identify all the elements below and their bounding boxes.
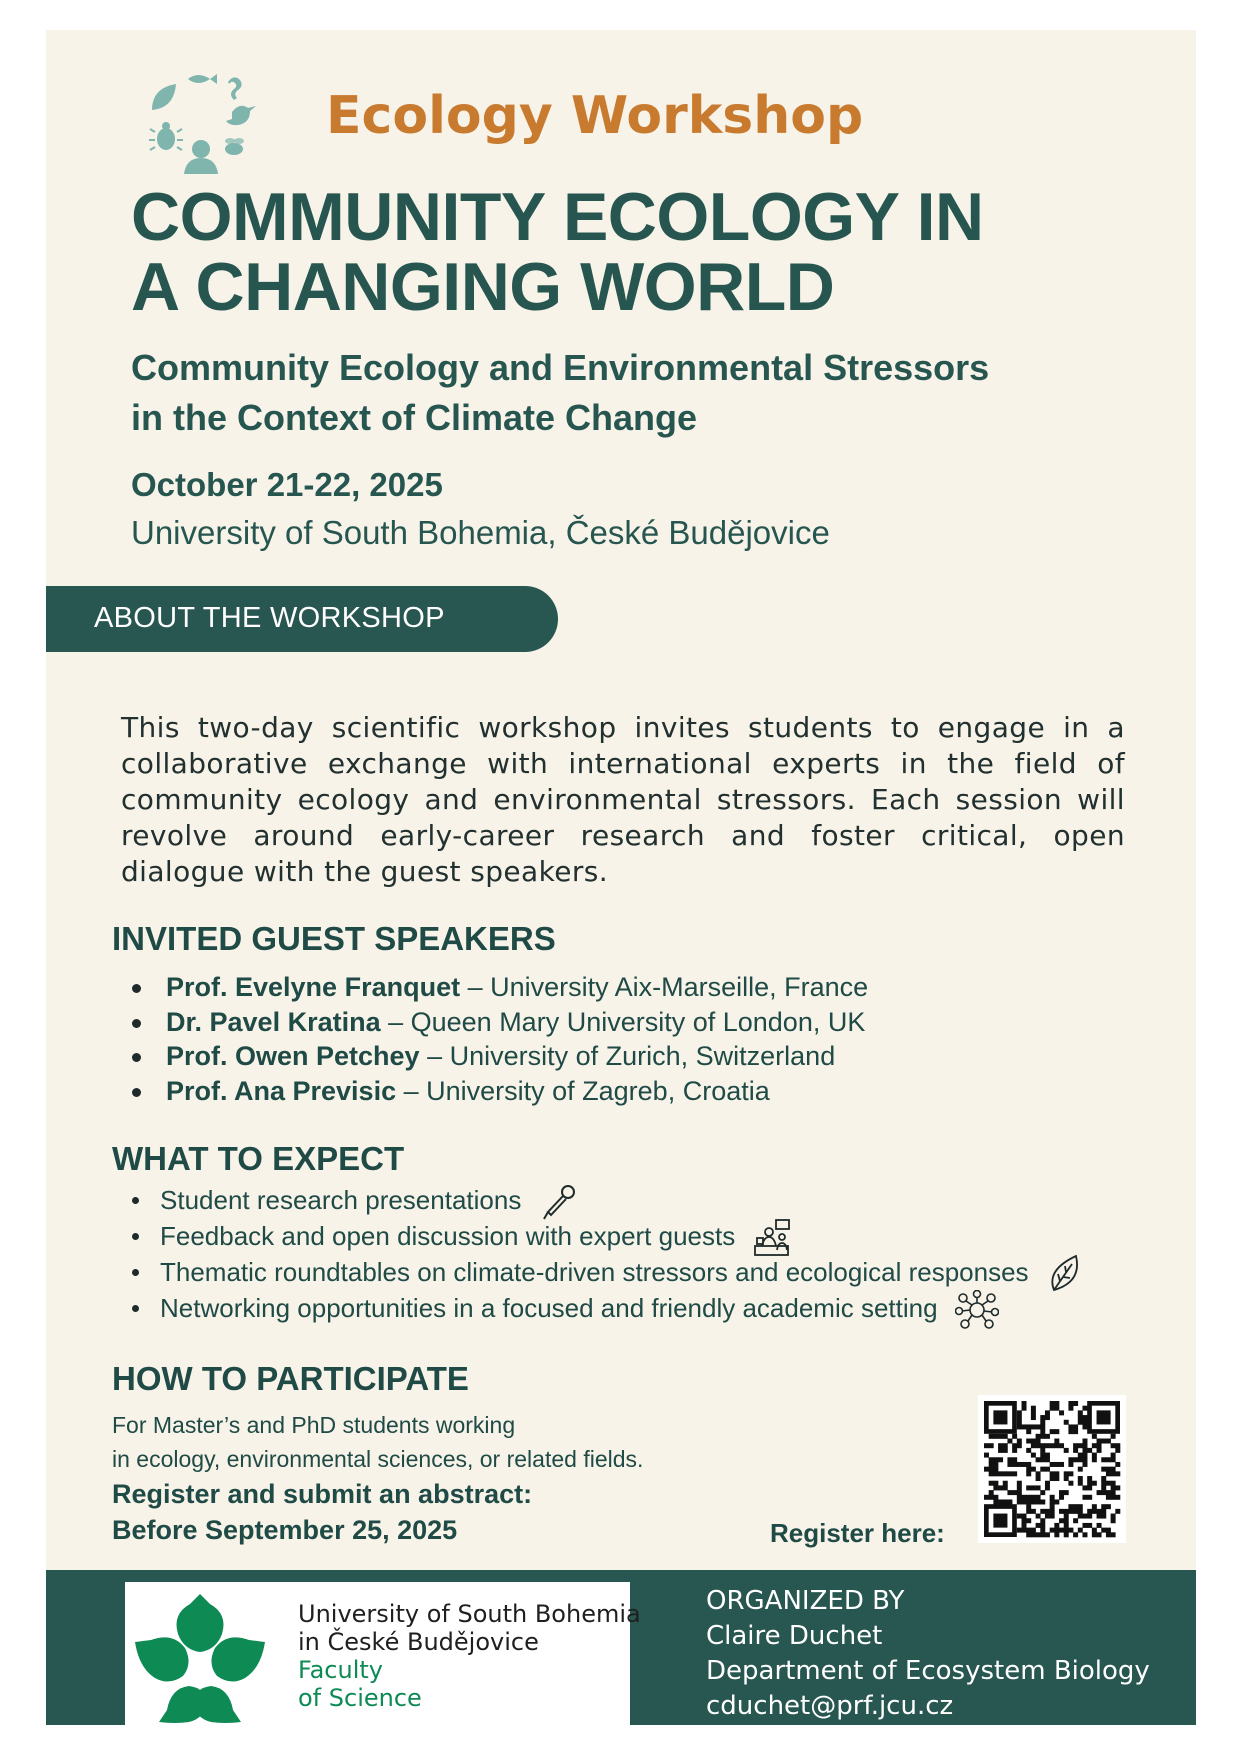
speaker-item (126, 1074, 868, 1109)
poster (46, 30, 1196, 1725)
speaker-affiliation: – University of Zagreb, Croatia (396, 1075, 770, 1106)
expect-list (126, 1182, 1080, 1326)
about-heading: ABOUT THE WORKSHOP (94, 602, 445, 634)
organizer-name: Claire Duchet (706, 1621, 883, 1651)
registration-deadline (112, 1476, 532, 1548)
university-name-line: in České Budějovice (298, 1628, 539, 1656)
workshop-label: Ecology Workshop (326, 86, 864, 146)
speaker-affiliation: – Queen Mary University of London, UK (380, 1006, 866, 1037)
main-title (131, 179, 984, 325)
discussion-icon (752, 1218, 792, 1258)
subtitle-line: Community Ecology and Environmental Stressors (131, 347, 990, 388)
speaker-item (126, 1039, 868, 1074)
subtitle-line: in the Context of Climate Change (131, 397, 698, 438)
expect-item (126, 1290, 1080, 1326)
university-name (298, 1600, 641, 1712)
main-title-line: COMMUNITY ECOLOGY IN (131, 179, 984, 255)
university-name-line: University of South Bohemia (298, 1600, 641, 1628)
speaker-item (126, 1005, 868, 1040)
organizer-department: Department of Ecosystem Biology (706, 1656, 1150, 1686)
faculty-name-line: Faculty (298, 1656, 383, 1684)
microphone-icon (539, 1182, 579, 1222)
speaker-affiliation: – University Aix-Marseille, France (460, 972, 869, 1002)
eligibility-line: For Master’s and PhD students working (112, 1412, 516, 1438)
ecology-wildlife-circle-icon (146, 52, 271, 177)
speaker-item (126, 970, 868, 1005)
organizer-email[interactable]: cduchet@prf.jcu.cz (706, 1691, 954, 1721)
qr-code-icon[interactable] (978, 1395, 1126, 1543)
subtitle (131, 343, 989, 443)
speaker-name: Prof. Evelyne Franquet (166, 972, 461, 1002)
about-banner (46, 586, 558, 652)
speaker-name: Prof. Owen Petchey (166, 1041, 420, 1071)
expect-item-text: Feedback and open discussion with expert guests (160, 1221, 736, 1251)
registration-line: Register and submit an abstract: (112, 1479, 533, 1509)
expect-item (126, 1182, 1080, 1218)
speakers-list (126, 970, 868, 1108)
register-here-label: Register here: (770, 1518, 945, 1548)
event-venue: University of South Bohemia, České Budějovice (131, 514, 830, 551)
event-date: October 21-22, 2025 (131, 466, 443, 503)
expect-heading: WHAT TO EXPECT (112, 1140, 405, 1177)
eligibility-line: in ecology, environmental sciences, or related fields. (112, 1446, 644, 1472)
speaker-name: Dr. Pavel Kratina (166, 1006, 381, 1037)
speaker-name: Prof. Ana Previsic (166, 1075, 397, 1106)
speaker-affiliation: – University of Zurich, Switzerland (419, 1041, 836, 1071)
faculty-name-line: of Science (298, 1684, 422, 1712)
participate-heading: HOW TO PARTICIPATE (112, 1360, 469, 1397)
expect-item-text: Student research presentations (160, 1185, 522, 1215)
footer (46, 1570, 1196, 1725)
organizer-block (706, 1584, 1150, 1724)
expect-item-text: Thematic roundtables on climate-driven stressors and ecological responses (160, 1257, 1029, 1287)
about-text: This two-day scientific workshop invites students to engage in a collaborative exchange with international experts in the field of community ecology and environmental stressors. Each session will revolve around early-career research and foster critical, open dialogue with the guest speakers. (121, 711, 1125, 888)
registration-line: Before September 25, 2025 (112, 1515, 458, 1545)
network-icon (955, 1290, 999, 1330)
leaf-icon (1046, 1254, 1080, 1294)
expect-item-text: Networking opportunities in a focused and friendly academic setting (160, 1293, 938, 1323)
expect-item (126, 1254, 1080, 1290)
eligibility-text (112, 1408, 643, 1476)
organized-by-label: ORGANIZED BY (706, 1586, 905, 1616)
speakers-heading: INVITED GUEST SPEAKERS (112, 920, 556, 957)
university-logo (125, 1582, 641, 1730)
university-flower-icon (125, 1582, 275, 1730)
main-title-line: A CHANGING WORLD (131, 249, 835, 325)
expect-item (126, 1218, 1080, 1254)
